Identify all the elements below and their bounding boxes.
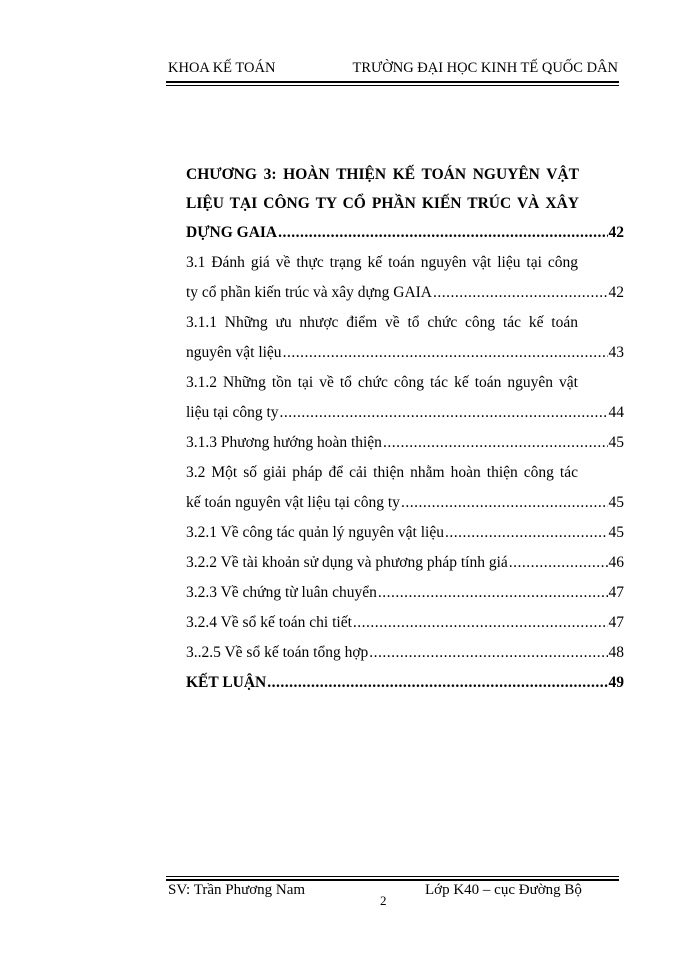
toc-entry-page: 45 [608,524,624,541]
toc-entry-page: 43 [608,344,624,361]
toc-entry-3-2[interactable] [186,494,624,524]
toc-entry-3-1[interactable] [186,284,624,314]
toc-entry-chapter3[interactable] [186,224,624,254]
toc-leader-dots [278,224,607,242]
toc-entry-title: ty cổ phần kiến trúc và xây dựng GAIA [186,284,433,301]
toc-entry-title: liệu tại công ty [186,404,279,421]
toc-entry-3-2-3[interactable] [186,584,624,614]
toc-3-1-line1 [186,254,624,284]
header-university: TRƯỜNG ĐẠI HỌC KINH TẾ QUỐC DÂN [352,60,618,76]
toc-text: 3.1.2 Những tồn tại về tổ chức công tác kế toán nguyên vật [186,374,578,391]
toc-leader-dots [383,434,608,452]
toc-entry-title: 3.2.3 Về chứng từ luân chuyển [186,584,377,601]
toc-entry-3-2-1[interactable] [186,524,624,554]
toc-entry-title: 3.2.2 Về tài khoản sử dụng và phương pháp tính giá [186,554,508,571]
toc-entry-page: 47 [608,614,624,631]
toc-entry-conclusion[interactable] [186,674,624,704]
toc-text: LIỆU TẠI CÔNG TY CỔ PHẦN KIẾN TRÚC VÀ XÂY [186,195,579,212]
toc-entry-title: nguyên vật liệu [186,344,282,361]
page-footer [168,882,618,904]
toc-entry-page: 49 [608,674,624,691]
toc-entry-title: KẾT LUẬN [186,674,267,691]
toc-leader-dots [267,674,607,692]
header-faculty: KHOA KẾ TOÁN [168,60,276,76]
toc-chapter3-line2 [186,195,624,224]
toc-3-1-2-line1 [186,374,624,404]
footer-rule-thin [166,876,619,877]
toc-text: 3.1 Đánh giá về thực trạng kế toán nguyên vật liệu tại công [186,254,578,271]
header-rule-thick [166,81,619,83]
toc-entry-title: kế toán nguyên vật liệu tại công ty [186,494,400,511]
toc-entry-page: 42 [608,224,624,241]
toc-entry-title: 3.1.3 Phương hướng hoàn thiện [186,434,382,451]
toc-text: CHƯƠNG 3: HOÀN THIỆN KẾ TOÁN NGUYÊN VẬT [186,166,579,183]
toc-entry-title: 3.2.1 Về công tác quản lý nguyên vật liệu [186,524,444,541]
table-of-contents [186,166,624,704]
page-number: 2 [380,893,387,908]
toc-leader-dots [378,584,608,602]
toc-entry-page: 45 [608,494,624,511]
toc-entry-3-1-2[interactable] [186,404,624,434]
header-rule-thin [166,85,619,86]
toc-entry-page: 44 [608,404,624,421]
toc-leader-dots [353,614,608,632]
toc-text: 3.1.1 Những ưu nhược điểm về tổ chức công tác kế toán [186,314,578,331]
toc-entry-title: 3.2.4 Về sổ kế toán chi tiết [186,614,352,631]
toc-entry-page: 46 [608,554,624,571]
toc-leader-dots [401,494,608,512]
toc-leader-dots [283,344,608,362]
toc-leader-dots [280,404,608,422]
toc-entry-3-2-2[interactable] [186,554,624,584]
toc-entry-page: 45 [608,434,624,451]
toc-3-2-line1 [186,464,624,494]
footer-rule-thick [166,879,619,881]
page-header [168,60,618,82]
toc-entry-3-2-5[interactable] [186,644,624,674]
toc-entry-title: DỰNG GAIA [186,224,278,241]
toc-entry-page: 48 [608,644,624,661]
toc-entry-3-1-3[interactable] [186,434,624,464]
toc-entry-3-1-1[interactable] [186,344,624,374]
toc-text: 3.2 Một số giải pháp để cải thiện nhằm hoàn thiện công tác [186,464,578,481]
toc-leader-dots [433,284,607,302]
footer-class: Lớp K40 – cục Đường Bộ [425,882,582,898]
toc-leader-dots [445,524,608,542]
toc-leader-dots [509,554,608,572]
footer-student: SV: Trần Phương Nam [168,882,306,898]
toc-entry-page: 42 [608,284,624,301]
toc-entry-page: 47 [608,584,624,601]
toc-3-1-1-line1 [186,314,624,344]
toc-chapter3-line1 [186,166,624,195]
toc-entry-title: 3..2.5 Về sổ kế toán tổng hợp [186,644,369,661]
toc-entry-3-2-4[interactable] [186,614,624,644]
toc-leader-dots [369,644,607,662]
